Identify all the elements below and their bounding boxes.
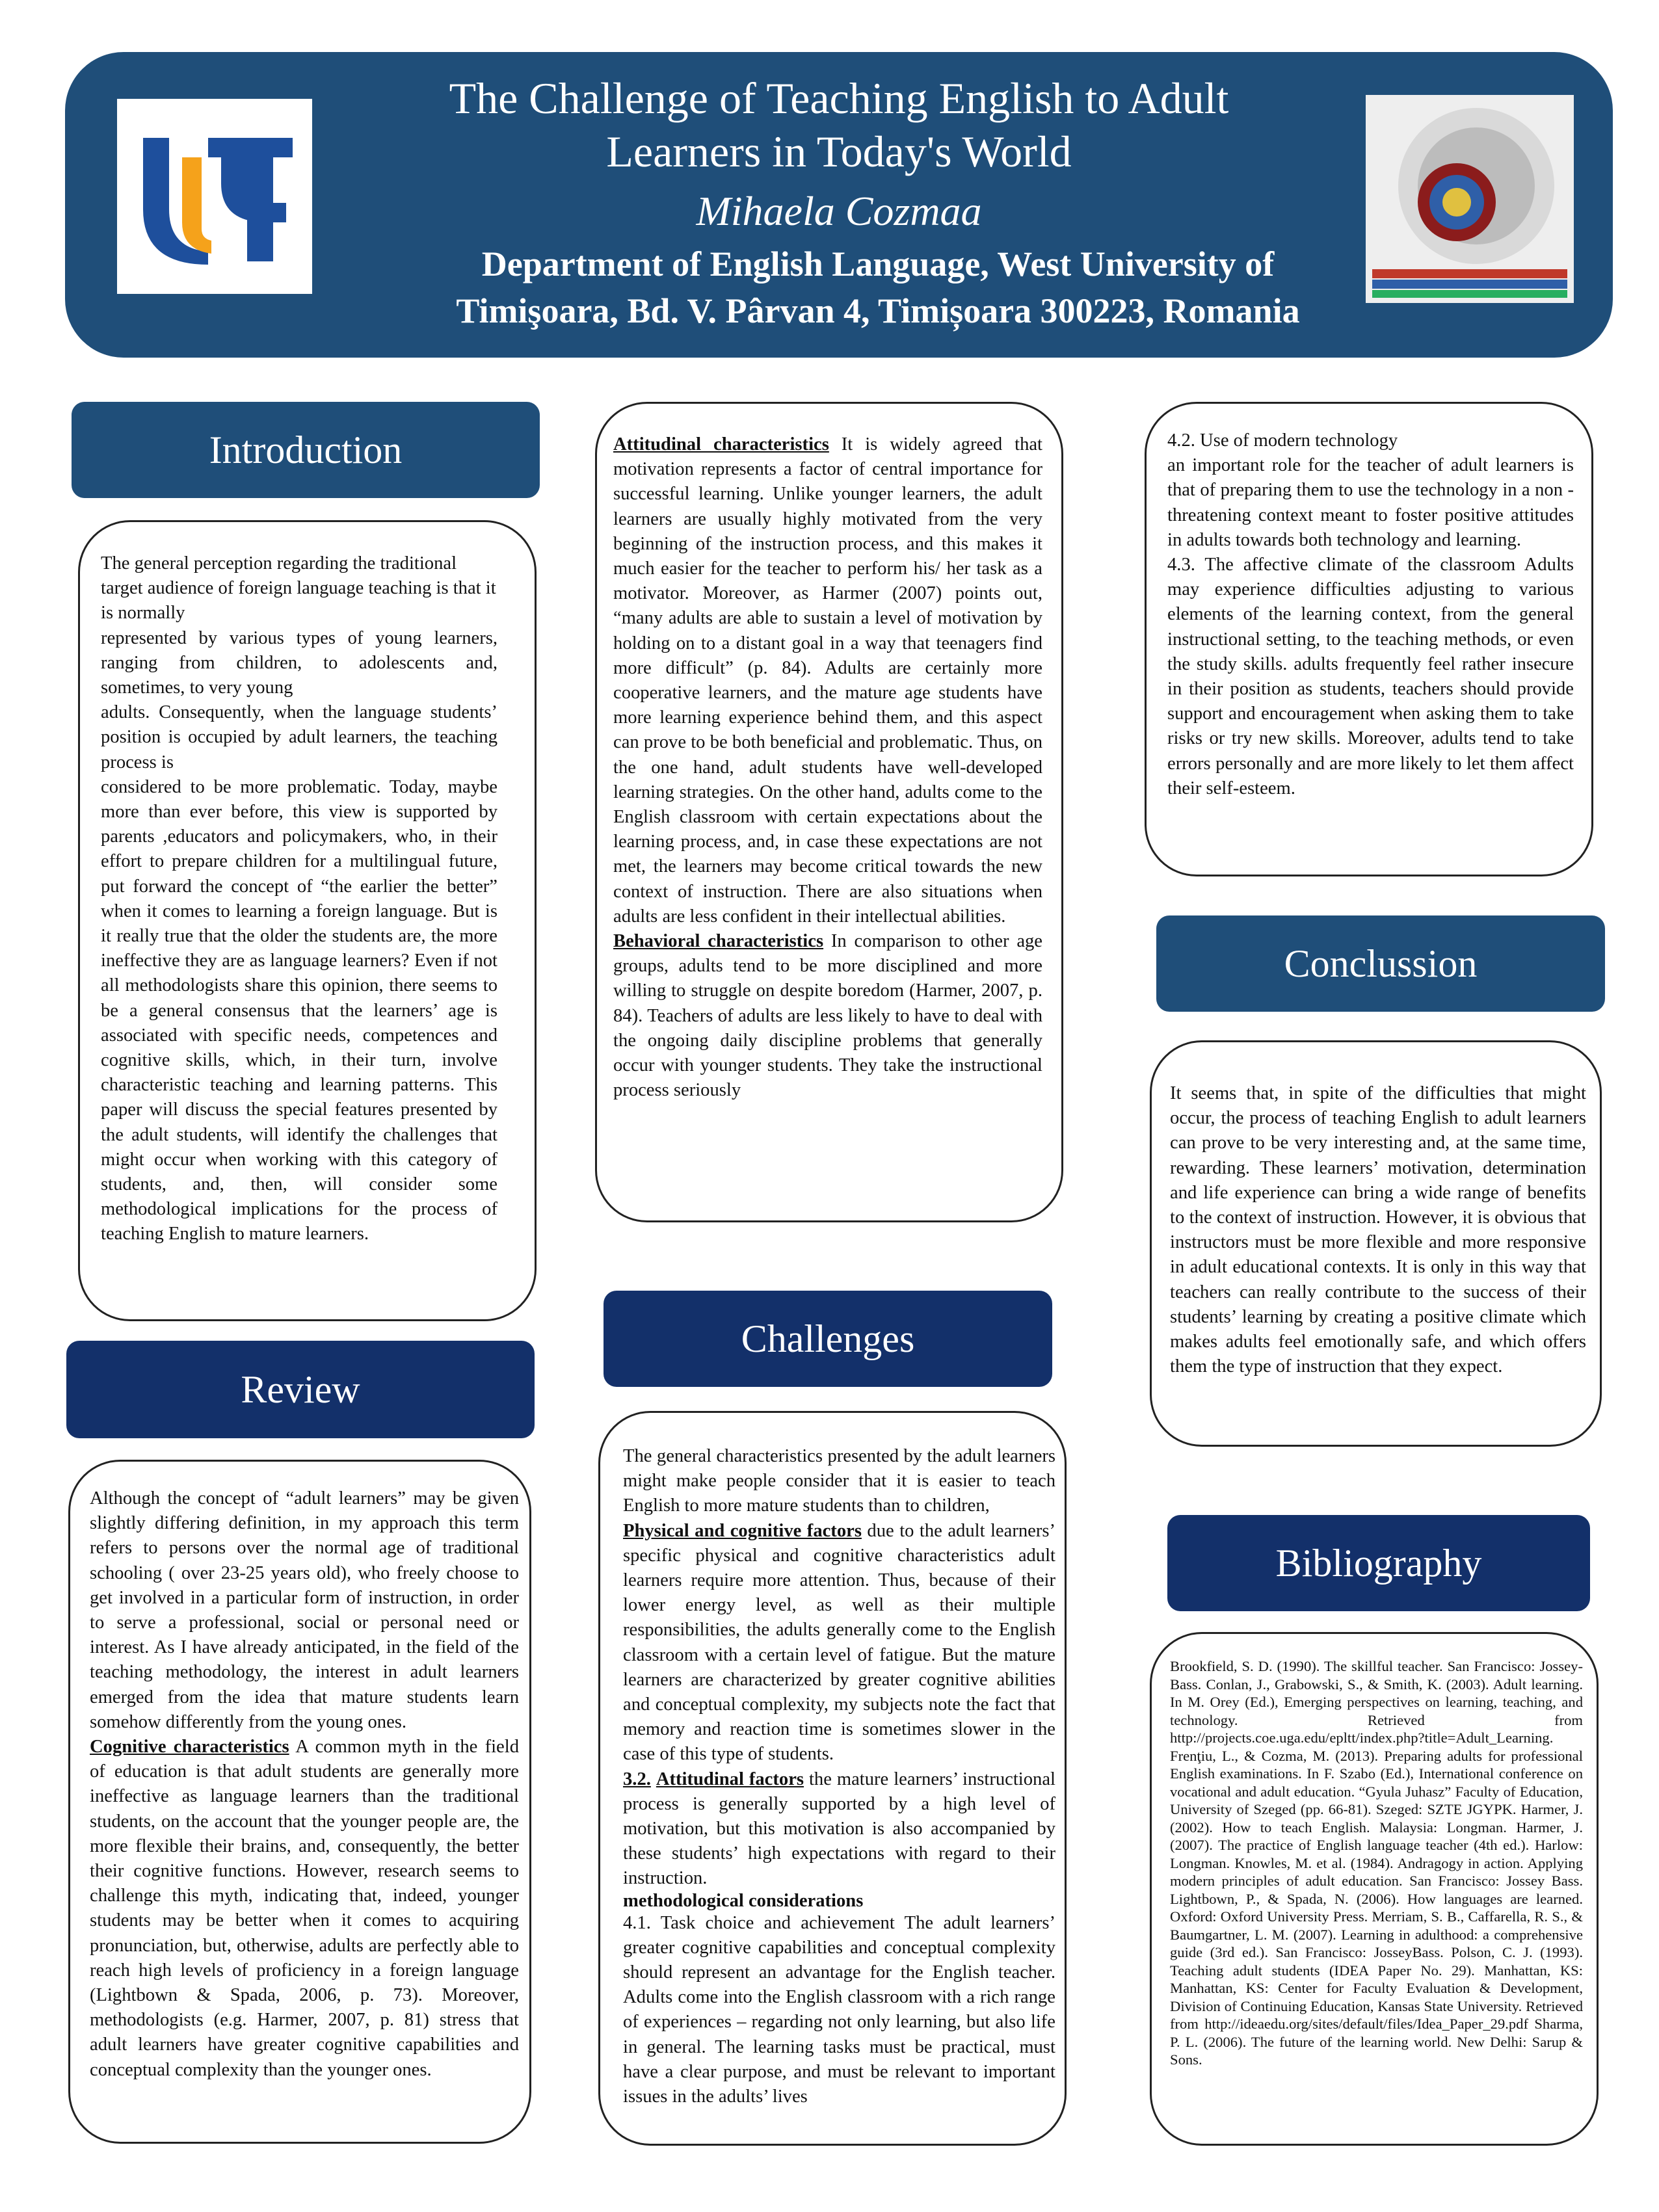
conclusion-box xyxy=(1150,1040,1602,1447)
attitudinal-paragraph: Attitudinal characteristics It is widely agreed that motivation represents a factor of central importance for successful learning. Unlike younger learners, the adult learners are usually highly motivated from the very beginning of the instruction process, and this makes it much easier for the teacher to perform his/ her task as a motivator. Moreover, as Harmer (2007) points out, “many adults are able to sustain a level of motivation by holding on to a distant goal in a way that teenagers find more difficult” (p. 84). Adults are certainly more cooperative learners, and the mature age students have more learning experience behind them, and this aspect can prove to be both beneficial and problematic. Thus, on the one hand, adult students have well-developed learning strategies. On the other hand, adults come to the English classroom with certain expectations about the learning process, and, in case these expectations are not met, the learners may become critical towards the new context of instruction. There are also situations when adults are less confident in their intellectual abilities. xyxy=(613,434,1042,927)
section-header-challenges: Challenges xyxy=(604,1291,1052,1387)
section-header-introduction: Introduction xyxy=(72,402,540,498)
methodological-paragraph: 4.1. Task choice and achievement The adult learners’ greater cognitive capabilities and conceptual complexity should represent an advantage for the English teacher. Adults come into the English classroom with a rich range of experiences – regarding not only learning, but also life in general. The learning tasks must be practical, must have a clear purpose, and must be relevant to important issues in the adults’ lives xyxy=(623,1912,1055,2107)
attitudinal-label: Attitudinal characteristics xyxy=(613,434,829,454)
bibliography-list: Brookfield, S. D. (1990). The skillful teacher. San Francisco: Jossey-Bass. Conlan, J., Grabowski, S., & Smith, K. (2003). Adult learning. In M. Orey (Ed.), Emerging perspectives on learning, teaching, and technology. Retrieved from http://projects.coe.uga.edu/epltt/index.php?title=Adult_Learning. Frenţiu, L., & Cozma, M. (2013). Preparing adults for professional English examinations. In F. Szabo (Ed.), International conference on vocational and adult education. “Gyula Juhasz” Faculty of Education, University of Szeged (pp. 66-81). Szeged: SZTE JGYPK. Harmer, J. (2002). How to teach English. Malaysia: Longman. Harmer, J. (2007). The practice of English language teacher (4th ed.). Harlow: Longman. Knowles, M. et al. (1984). Andragogy in action. Applying modern principles of adult education. San Francisco: Jossey Bass. Lightbown, P., & Spada, N. (2006). How languages are learned. Oxford: Oxford University Press. Merriam, S. B., Caffarella, R. S., & Baumgartner, L. M. (2007). Learning in adulthood: a comprehensive guide (3rd ed.). San Francisco: JosseyBass. Polson, C. J. (1993). Teaching adult students (IDEA Paper No. 29). Manhattan, KS: Manhattan, KS: Center for Faculty Evaluation & Development, Division of Continuing Education, Kansas State University. Retrieved from http://ideaedu.org/sites/default/files/Idea_Paper_29.pdf Sharma, P. L. (2006). The future of the learning world. New Delhi: Sarup & Sons. xyxy=(1170,1658,1583,2068)
characteristics-box xyxy=(595,402,1063,1222)
intro-paragraph: represented by various types of young learners, ranging from children, to adolescents and, sometimes, to very young xyxy=(101,627,498,698)
challenges-paragraph: The general characteristics presented by the adult learners might make people consider that it is easier to teach English to more mature students than to children, xyxy=(623,1446,1055,1516)
introduction-box xyxy=(78,520,537,1321)
technology-heading: 4.2. Use of modern technology xyxy=(1167,430,1398,451)
behavioral-paragraph: Behavioral characteristics In comparison to other age groups, adults tend to be more disciplined and more willing to struggle on despite boredom (Harmer, 2007, p. 84). Teachers of adults are less likely to have to deal with the ongoing daily discipline problems that generally occur with younger students. They take the instructional process seriously xyxy=(613,931,1042,1101)
conference-logo xyxy=(1366,95,1574,303)
physical-paragraph: Physical and cognitive factors due to the adult learners’ specific physical and cognitive characteristics adult learners require more attention. Thus, because of their lower energy level, as well as their multiple responsibilities, the adults generally come to the English classroom with a certain level of fatigue. But the mature learners are characterized by greater cognitive abilities and conceptual complexity, my subjects note the fact that memory and reaction time is sometimes slower in the case of this type of students. xyxy=(623,1520,1055,1765)
behavioral-label: Behavioral characteristics xyxy=(613,931,824,952)
section-header-review: Review xyxy=(66,1341,535,1438)
physical-label: Physical and cognitive factors xyxy=(623,1520,862,1541)
review-paragraph: Although the concept of “adult learners” may be given slightly differing definition, in my approach this term refers to persons over the normal age of traditional schooling ( over 23-25 years old), who freely choose to get involved in a particular form of instruction, in order to serve a professional, social or personal need or interest. As I have already anticipated, in the field of the teaching methodology, the interest in adult learners emerged from the idea that mature students learn somehow differently from the young ones. xyxy=(90,1488,519,1732)
review-cognitive: Cognitive characteristics A common myth in the field of education is that adult students are generally more ineffective as language learners than the traditional students, on the account that the younger people are, the more flexible their brains, and, consequently, the better their cognitive functions. However, research seems to challenge this myth, indicating that, indeed, younger students may be better when it comes to acquiring pronunciation, but, otherwise, adults are perfectly able to reach high levels of proficiency in a foreign language (Lightbown & Spada, 2006, p. 73). Moreover, methodologists (e.g. Harmer, 2007, p. 81) stress that adult learners have greater cognitive capabilities and conceptual complexity than the younger ones. xyxy=(90,1737,519,2080)
attitudinal-factors-label: Attitudinal factors xyxy=(656,1769,804,1789)
attitudinal-factors-paragraph: 3.2. Attitudinal factors the mature learners’ instructional process is generally supported by a high level of motivation, but this motivation is also accompanied by these students’ high expectations with regard to their instruction. xyxy=(623,1769,1055,1889)
poster-header xyxy=(65,52,1613,358)
technology-box xyxy=(1145,402,1593,876)
affiliation: Department of English Language, West University of Timişoara, Bd. V. Pârvan 4, Timișoara 300223, Romania xyxy=(456,244,1300,330)
methodological-heading: methodological considerations xyxy=(623,1890,864,1911)
technology-paragraph: an important role for the teacher of adult learners is that of preparing them to use the technology in a non -threatening context meant to foster positive attitudes in adults towards both technology and learning. xyxy=(1167,455,1574,550)
university-logo xyxy=(117,99,312,294)
conclusion-paragraph: It seems that, in spite of the difficulties that might occur, the process of teaching English to adult learners can prove to be very interesting and, at the same time, rewarding. These learners’ motivation, determination and life experience can bring a wide range of benefits to the context of instruction. However, it is obvious that instructors must be more flexible and more responsive in adult educational contexts. It is only in this way that teachers can really contribute to the success of their students’ learning by creating a positive climate which makes adults feel emotionally safe, and which offers them the type of instruction that they expect. xyxy=(1170,1083,1586,1377)
cognitive-label: Cognitive characteristics xyxy=(90,1737,289,1758)
review-box xyxy=(68,1460,531,2144)
challenges-box xyxy=(598,1411,1067,2146)
climate-paragraph: 4.3. The affective climate of the classroom Adults may experience difficulties adjusting to various elements of the learning context, from the general instructional setting, to the teaching methods, or even the study skills. adults frequently feel rather insecure in their position as students, teachers should provide support and encouragement when asking them to take risks or try new skills. Moreover, adults tend to take errors personally and are more likely to let them affect their self-esteem. xyxy=(1167,555,1574,798)
bibliography-box xyxy=(1150,1632,1599,2146)
intro-paragraph: The general perception regarding the traditional target audience of foreign language teaching is that it is normally xyxy=(101,553,496,624)
section-header-bibliography: Bibliography xyxy=(1167,1515,1590,1611)
intro-paragraph: considered to be more problematic. Today, maybe more than ever before, this view is supported by parents ,educators and policymakers, who, in their effort to prepare children for a multilingual future, put forward the concept of “the earlier the better” when it comes to learning a foreign language. But is it really true that the older the students are, the more ineffective they are as language learners? Even if not all methodologists share this opinion, there seems to be a general consensus that the learners’ age is associated with specific needs, competences and cognitive skills, which, in their turn, involve characteristic teaching and learning patterns. This paper will discuss the special features presented by the adult students, will identify the challenges that might occur when working with this category of students, and, then, will consider some methodological implications for the process of teaching English to mature learners. xyxy=(101,776,498,1244)
section-header-conclussion: Conclussion xyxy=(1156,915,1605,1012)
intro-paragraph: adults. Consequently, when the language students’ position is occupied by adult learners, the teaching process is xyxy=(101,702,498,772)
poster-title: The Challenge of Teaching English to Adult Learners in Today's World xyxy=(449,73,1229,176)
author-name: Mihaela Cozmaa xyxy=(696,188,982,234)
